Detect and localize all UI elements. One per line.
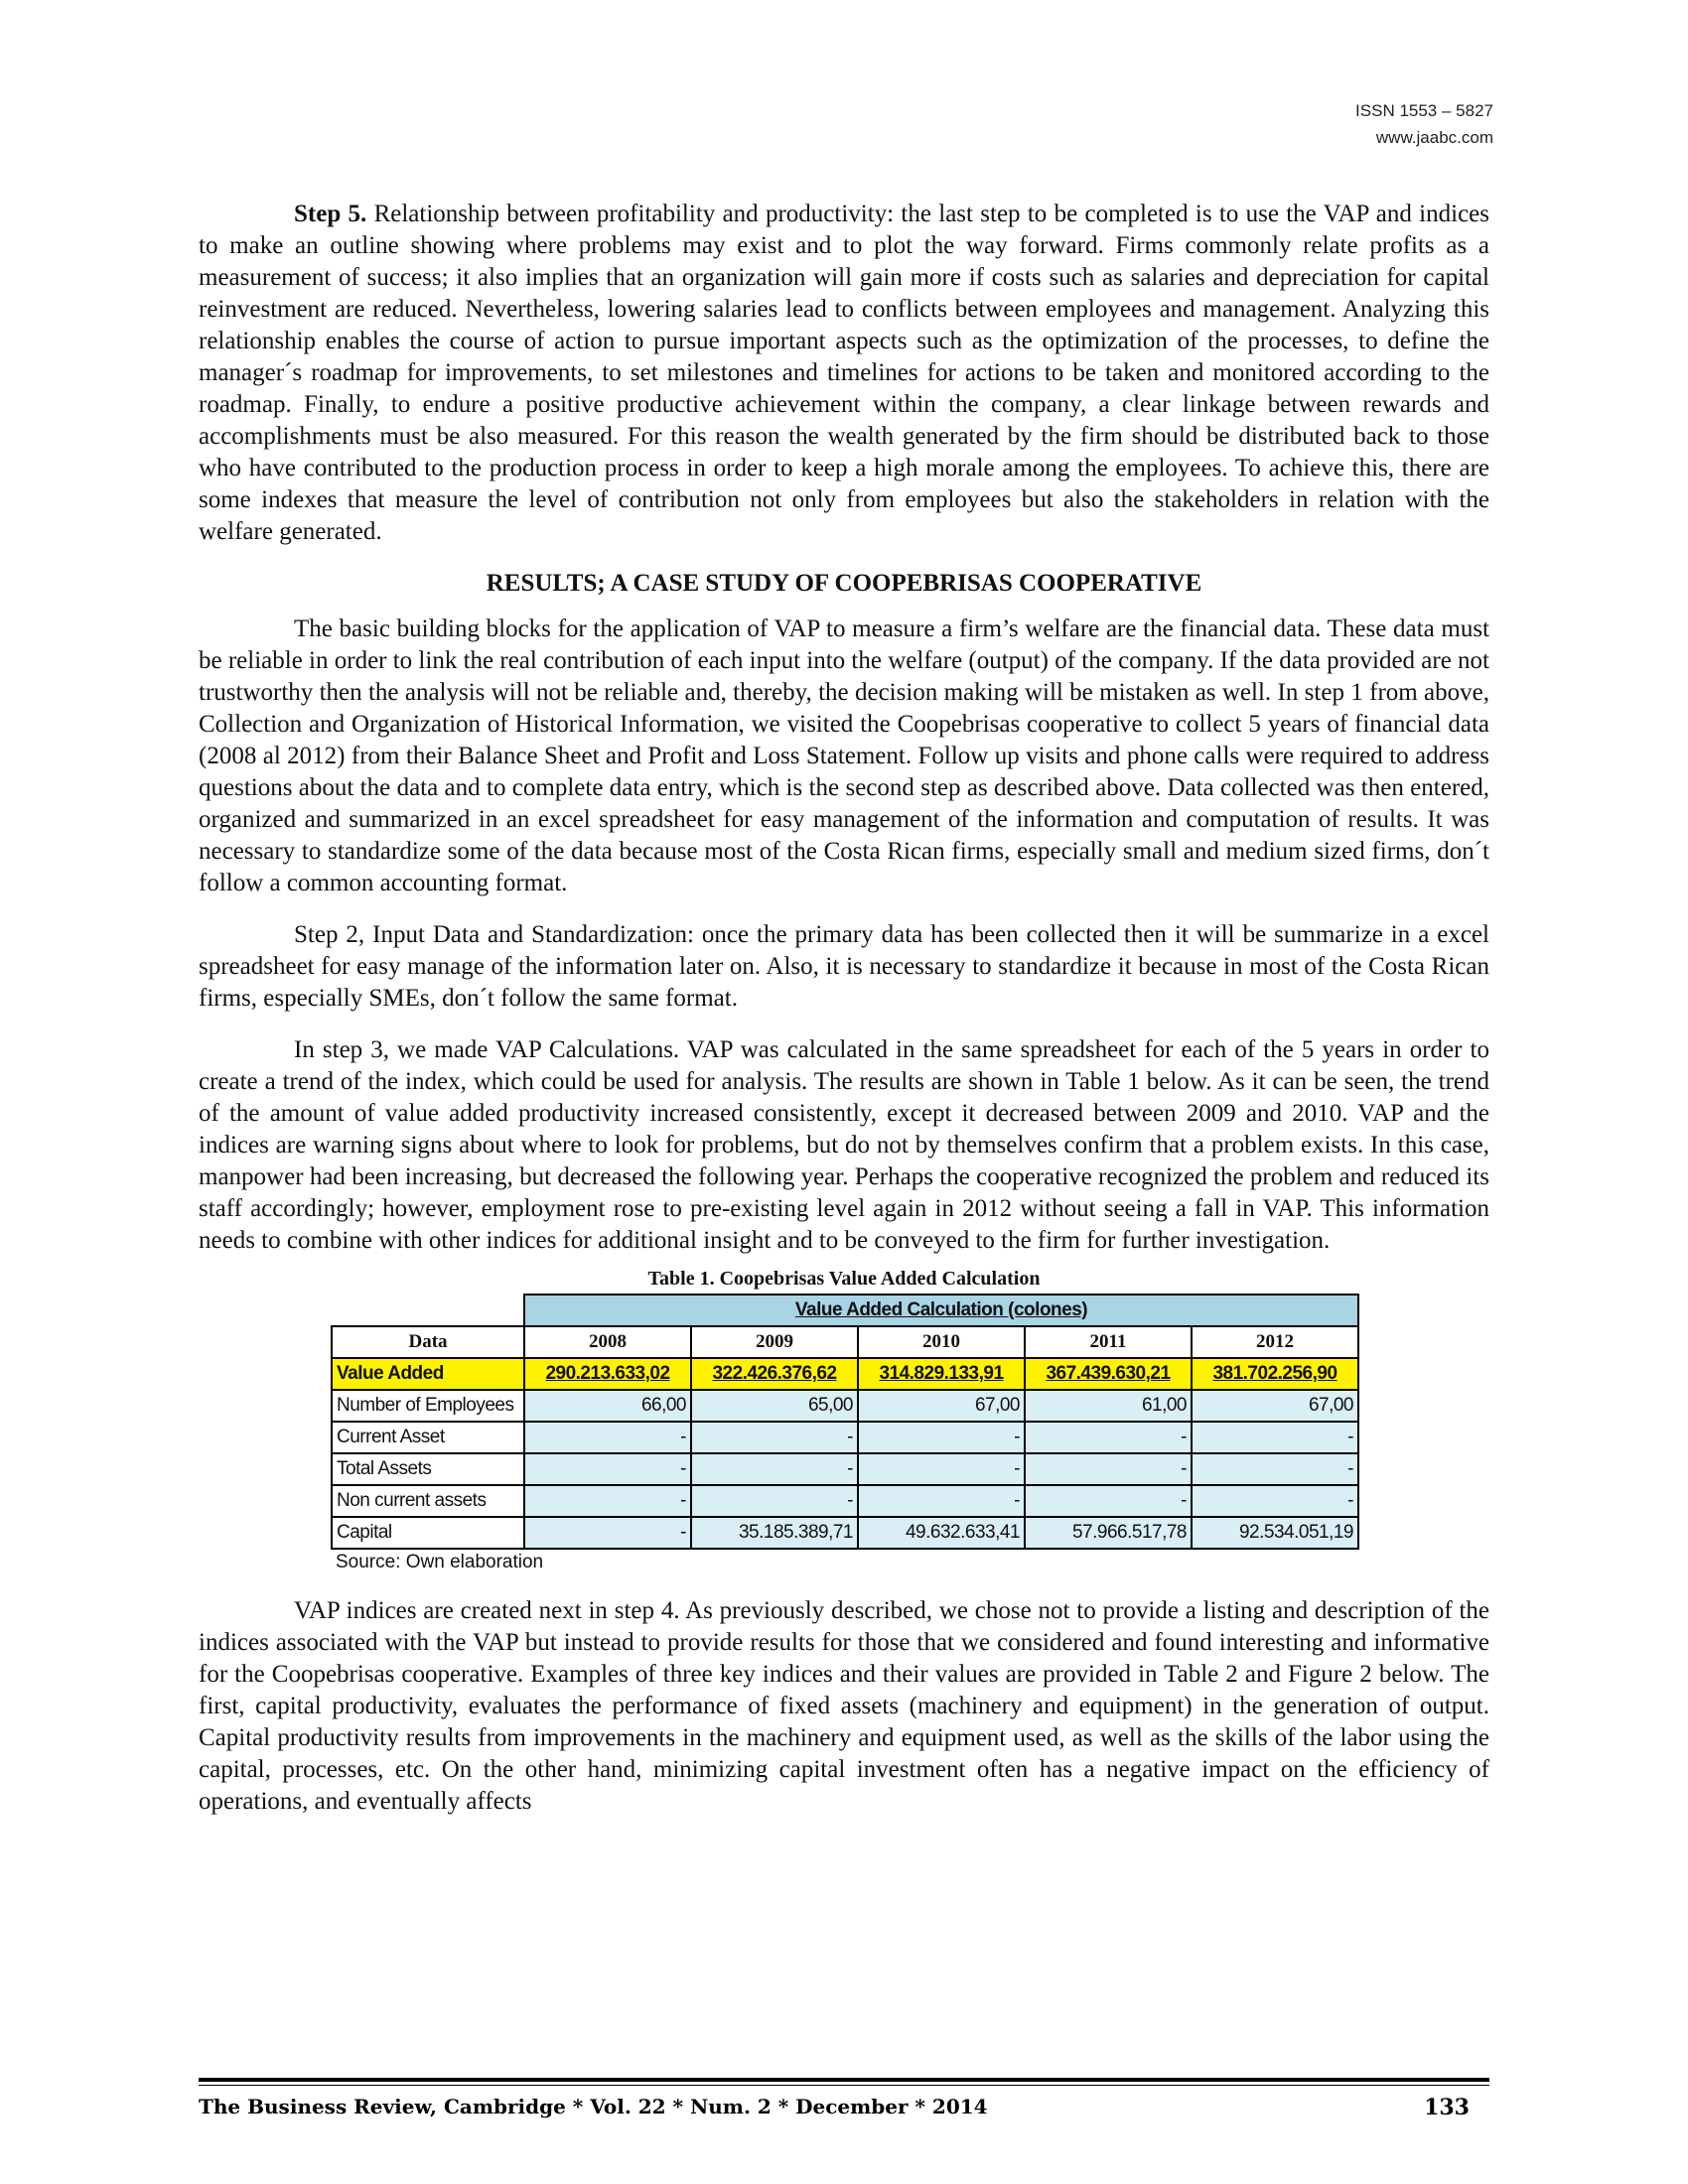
table-cell: 92.534.051,19 bbox=[1192, 1517, 1358, 1549]
table-cell: 367.439.630,21 bbox=[1025, 1358, 1192, 1390]
column-label-data: Data bbox=[332, 1326, 524, 1358]
table-cell: - bbox=[1025, 1485, 1192, 1517]
table-cell: 381.702.256,90 bbox=[1192, 1358, 1358, 1390]
paragraph-step5 bbox=[199, 199, 1489, 548]
table-cell: - bbox=[1192, 1422, 1358, 1453]
table-cell: 322.426.376,62 bbox=[691, 1358, 858, 1390]
table-cell: - bbox=[524, 1485, 691, 1517]
footer-divider bbox=[199, 2078, 1489, 2082]
journal-header bbox=[1355, 97, 1493, 151]
table-cell: - bbox=[858, 1422, 1025, 1453]
table-cell: 290.213.633,02 bbox=[524, 1358, 691, 1390]
value-added-table bbox=[331, 1294, 1359, 1550]
table-cell: 61,00 bbox=[1025, 1390, 1192, 1422]
row-label: Total Assets bbox=[332, 1453, 524, 1485]
table-cell: 49.632.633,41 bbox=[858, 1517, 1025, 1549]
row-label: Value Added bbox=[332, 1358, 524, 1390]
table-cell: - bbox=[1192, 1453, 1358, 1485]
table-header: Value Added Calculation (colones) bbox=[524, 1295, 1358, 1326]
year-header: 2009 bbox=[691, 1326, 858, 1358]
table-cell: 67,00 bbox=[1192, 1390, 1358, 1422]
page-body bbox=[199, 199, 1489, 1838]
issn-number: ISSN 1553 – 5827 bbox=[1355, 101, 1493, 120]
journal-citation: The Business Review, Cambridge * Vol. 22 * Num. 2 * December * 2014 bbox=[199, 2095, 988, 2118]
row-label: Current Asset bbox=[332, 1422, 524, 1453]
table-cell: 65,00 bbox=[691, 1390, 858, 1422]
table-row bbox=[332, 1390, 1358, 1422]
journal-url: www.jaabc.com bbox=[1375, 128, 1493, 147]
value-added-row bbox=[332, 1358, 1358, 1390]
table-source: Source: Own elaboration bbox=[336, 1552, 544, 1572]
table-row bbox=[332, 1485, 1358, 1517]
table1-caption: Table 1. Coopebrisas Value Added Calculation bbox=[647, 1268, 1041, 1290]
row-label: Capital bbox=[332, 1517, 524, 1549]
paragraph-results-1: The basic building blocks for the application of VAP to measure a firm’s welfare are the financial data. These data must be reliable in order to link the real contribution of each input into the welfare (output) of the company. If the data provided are not trustworthy then the analysis will not be reliable and, thereby, the decision making will be mistaken as well. In step 1 from above, Collection and Organization of Historical Information, we visited the Coopebrisas cooperative to collect 5 years of financial data (2008 al 2012) from their Balance Sheet and Profit and Loss Statement. Follow up visits and phone calls were required to address questions about the data and to complete data entry, which is the second step as described above. Data collected was then entered, organized and summarized in an excel spreadsheet for easy management of the information and computation of results. It was necessary to standardize some of the data because most of the Costa Rican firms, especially small and medium sized firms, don´t follow a common accounting format. bbox=[199, 615, 1489, 896]
table-cell: - bbox=[691, 1485, 858, 1517]
year-header: 2010 bbox=[858, 1326, 1025, 1358]
table-cell: - bbox=[524, 1422, 691, 1453]
row-label: Non current assets bbox=[332, 1485, 524, 1517]
table-cell: - bbox=[858, 1485, 1025, 1517]
year-header: 2012 bbox=[1192, 1326, 1358, 1358]
table-cell: - bbox=[691, 1422, 858, 1453]
table-row bbox=[332, 1453, 1358, 1485]
paragraph-results-3: In step 3, we made VAP Calculations. VAP was calculated in the same spreadsheet for each of the 5 years in order to create a trend of the index, which could be used for analysis. The results are shown in Table 1 below. As it can be seen, the trend of the amount of value added productivity increased consistently, except it decreased between 2009 and 2010. VAP and the indices are warning signs about where to look for problems, but do not by themselves confirm that a problem exists. In this case, manpower had been increasing, but decreased the following year. Perhaps the cooperative recognized the problem and reduced its staff accordingly; however, employment rose to pre-existing level again in 2012 without seeing a fall in VAP. This information needs to combine with other indices for additional insight and to be conveyed to the firm for further investigation. bbox=[199, 1036, 1489, 1254]
table-cell: 66,00 bbox=[524, 1390, 691, 1422]
year-header: 2011 bbox=[1025, 1326, 1192, 1358]
footer-divider-thin bbox=[199, 2085, 1489, 2086]
table-cell: 314.829.133,91 bbox=[858, 1358, 1025, 1390]
table-row bbox=[332, 1422, 1358, 1453]
table-cell: - bbox=[1025, 1422, 1192, 1453]
table-cell: - bbox=[1025, 1453, 1192, 1485]
table-cell: - bbox=[691, 1453, 858, 1485]
step5-lead: Step 5. bbox=[294, 201, 367, 227]
year-header: 2008 bbox=[524, 1326, 691, 1358]
section-title: RESULTS; A CASE STUDY OF COOPEBRISAS COOPERATIVE bbox=[486, 570, 1202, 597]
table-cell: 35.185.389,71 bbox=[691, 1517, 858, 1549]
paragraph-indices: VAP indices are created next in step 4. As previously described, we chose not to provide a listing and description of the indices associated with the VAP but instead to provide results for those that we considered and found interesting and informative for the Coopebrisas cooperative. Examples of three key indices and their values are provided in Table 2 and Figure 2 below. The first, capital productivity, evaluates the performance of fixed assets (machinery and equipment) in the generation of output. Capital productivity results from improvements in the machinery and equipment used, as well as the skills of the labor using the capital, processes, etc. On the other hand, minimizing capital investment often has a negative impact on the efficiency of operations, and eventually affects bbox=[199, 1597, 1489, 1815]
table-cell: - bbox=[524, 1453, 691, 1485]
step5-text: Relationship between profitability and productivity: the last step to be completed is to use the VAP and indices to make an outline showing where problems may exist and to plot the way forward. Firms commonly relate profits as a measurement of success; it also implies that an organization will gain more if costs such as salaries and depreciation for capital reinvestment are reduced. Nevertheless, lowering salaries lead to conflicts between employees and management. Analyzing this relationship enables the course of action to pursue important aspects such as the optimization of the processes, to define the manager´s roadmap for improvements, to set milestones and timelines for actions to be taken and monitored according to the roadmap. Finally, to endure a positive productive achievement within the company, a clear linkage between rewards and accomplishments must be also measured. For this reason the wealth generated by the firm should be distributed back to those who have contributed to the production process in order to keep a high morale among the employees. To achieve this, there are some indexes that measure the level of contribution not only from employees but also the stakeholders in relation with the welfare generated. bbox=[199, 201, 1489, 545]
table-cell: 67,00 bbox=[858, 1390, 1025, 1422]
table-cell: - bbox=[858, 1453, 1025, 1485]
table-row bbox=[332, 1517, 1358, 1549]
table-cell: - bbox=[1192, 1485, 1358, 1517]
page-number: 133 bbox=[1424, 2095, 1470, 2120]
table-cell: 57.966.517,78 bbox=[1025, 1517, 1192, 1549]
row-label: Number of Employees bbox=[332, 1390, 524, 1422]
table-cell: - bbox=[524, 1517, 691, 1549]
paragraph-results-2: Step 2, Input Data and Standardization: once the primary data has been collected then it will be summarize in a excel spreadsheet for easy manage of the information later on. Also, it is necessary to standardize it because in most of the Costa Rican firms, especially SMEs, don´t follow the same format. bbox=[199, 921, 1489, 1012]
